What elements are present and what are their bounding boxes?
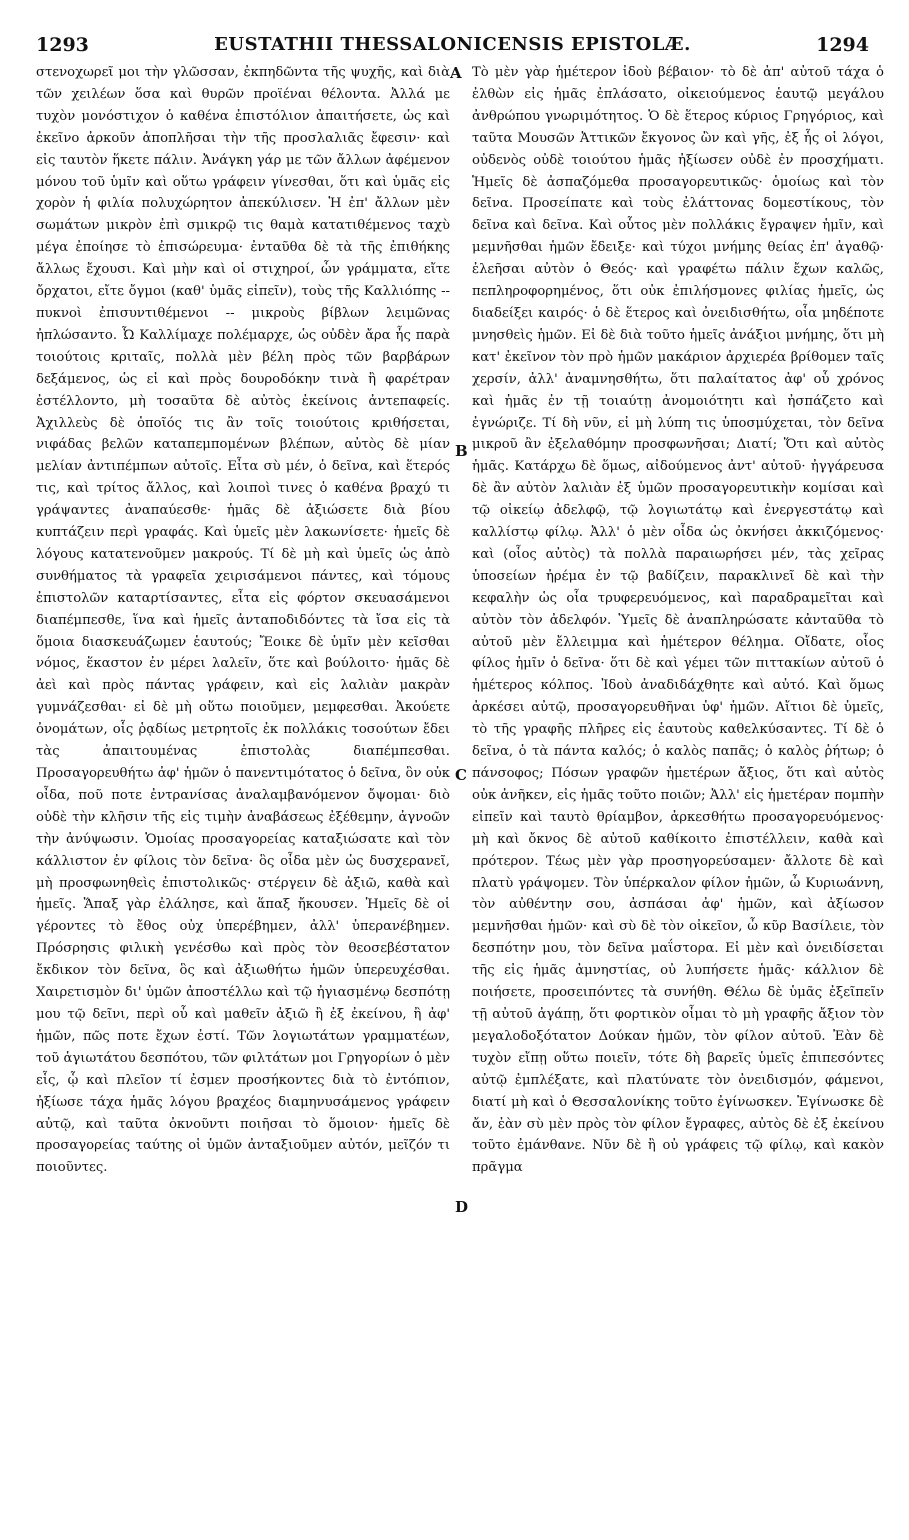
left-column [36,62,450,1522]
page-header [36,34,869,60]
page-number-right: 1294 [816,34,869,56]
right-column [472,62,884,1522]
right-column-text: Τὸ μὲν γὰρ ἡμέτερον ἰδοὺ βέβαιον· τὸ δὲ ἀπ' αὐτοῦ τάχα ὁ ἐλθὼν εἰς ἡμᾶς ἐπλάσατο, οἰκειούμενος ἑαυτῷ μεγάλου ἀνθρώπου γνωριμότητος. Ὁ δὲ ἕτερος κύριος Γρηγόριος, καὶ ταῦτα Μουσῶν Ἀττικῶν ἔκγονος ὢν καὶ γῆς, ἐξ ἧς οἱ λόγοι, οὐδενὸς οὐδὲ τοιούτου ἡμᾶς ἠξίωσεν οὐδὲ ἐν προσχήματι. Ἡμεῖς δὲ ἀσπαζόμεθα προσαγορευτικῶς· ὁμοίως καὶ τὸν δεῖνα. Προσείπατε καὶ τοὺς ἐλάττονας δομεστίκους, τὸν δεῖνα καὶ δεῖνα. Καὶ οὗτος μὲν πολλάκις ἔγραψεν ἡμῖν, καὶ μεμνῆσθαι ἡμῶν ἔδειξε· καὶ τύχοι μνήμης θείας ἐπ' ἀγαθῷ· ἐλεῆσαι αὐτὸν ὁ Θεός· καὶ γραφέτω πάλιν ἔχων καλῶς, πεπληροφορημένος, ὅτι οὐκ ἐπιλήσμονες φιλίας ἡμεῖς, ὡς διαδείξει καιρός· ὁ δὲ ἕτερος καὶ ὀνειδισθήτω, οἷα μηδέποτε μνησθεὶς ἡμῶν. Εἰ δὲ διὰ τοῦτο ἡμεῖς ἀνάξιοι μνήμης, ὅτι μὴ κατ' ἐκεῖνον τὸν πρὸ ἡμῶν μακάριον ἀρχιερέα βρίθομεν ταῖς χερσίν, ἀλλ' ἀναμνησθήτω, ὅτι παλαίτατος ἀφ' οὗ χρόνος καὶ ἡμᾶς ἐν τῇ τοιαύτῃ ἀνομοιότητι καὶ ἠσπάζετο καὶ ἐγνώριζε. Τί δὴ νῦν, εἰ μὴ λύπη τις ὑποσμύχεται, τὸν δεῖνα μικροῦ ἂν ἐξελαθόμην προσφωνῆσαι; Διατί; Ὅτι καὶ αὐτὸς ἡμᾶς. Κατάρχω δὲ ὅμως, αἰδούμενος ἀντ' αὐτοῦ· ἠγγάρευσα δὲ ἂν αὐτὸν λαλιὰν ἐξ ὑμῶν προσαγορευτικὴν κομίσαι καὶ τῷ οἰκείῳ ἀδελφῷ, τῷ λογιωτάτῳ καὶ ἐνεργεστάτῳ καὶ καλλίστῳ φίλῳ. Ἀλλ' ὁ μὲν οἶδα ὡς ὀκνήσει ἀκκιζόμενος· καὶ (οἷος αὐτὸς) τὰ πολλὰ παραιωρήσει μέν, τὰς χεῖρας ὑποσείων ἠρέμα ἐν τῷ βαδίζειν, παρακλινεῖ δὲ καὶ τὴν κεφαλὴν ὡς οἷα τρυφερευόμενος, καὶ παραδραμεῖται καὶ αὐτὸν τὸν ἀδελφόν. Ὑμεῖς δὲ ἀναπληρώσατε κἀνταῦθα τὸ αὐτοῦ μὲν ἔλλειμμα καὶ ἡμέτερον θέλημα. Οἴδατε, οἷος φίλος ἡμῖν ὁ δεῖνα· ὅτι δὲ καὶ γέμει τῶν πιττακίων αὐτοῦ ὁ ἡμέτερος κόλπος. Ἰδοὺ ἀναδιδάχθητε καὶ αὐτό. Καὶ ὅμως ἀρκέσει αὐτῷ, προσαγορευθῆναι ὑφ' ἡμῶν. Αἴτιοι δὲ ὑμεῖς, τὸ τῆς γραφῆς πλῆρες εἰς ἑαυτοὺς καθελκύσαντες. Τί δὲ ὁ δεῖνα, ὁ τὰ πάντα καλός; ὁ καλὸς παπᾶς; ὁ καλὸς ῥήτωρ; ὁ πάνσοφος; Πόσων γραφῶν ἡμετέρων ἄξιος, ὅτι καὶ αὐτὸς οὐκ ἀνῆκεν, εἰς ἡμᾶς τοῦτο ποιῶν; Ἀλλ' εἰς ἡμετέραν πομπὴν εἰπεῖν καὶ ταυτὸ θρίαμβον, ἀρκεσθήτω προσαγορευόμενος· μὴ καὶ ὄκνος δὲ αὐτοῦ καθίκοιτο ἐπιστέλλειν, καθὰ καὶ πρότερον. Τέως μὲν γὰρ προσηγορεύσαμεν· ἄλλοτε δὲ καὶ πλατὺ γράψομεν. Τὸν ὑπέρκαλον φίλον ἡμῶν, ὦ Κυριωάννη, τὸν αὐθέντην σου, ἀσπάσαι ἀφ' ἡμῶν, καὶ ἀξίωσον μεμνῆσθαι ἡμῶν· καὶ σὺ δὲ τὸν οἰκεῖον, ὦ κῦρ Βασίλειε, τὸν δεσπότην μου, τὸν δεῖνα μαΐστορα. Εἰ μὲν καὶ ὀνειδίσεται τῆς εἰς ἡμᾶς ἀμνηστίας, οὐ λυπήσετε ἡμᾶς· κάλλιον δὲ ποιήσετε, προσειπόντες τὰ συνήθη. Θέλω δὲ ὑμᾶς ἐξεῖπεῖν τῇ αὐτοῦ ἀγάπῃ, ὅτι φορτικὸν οἶμαι τὸ μὴ γραφῆς ἄξιον τὸν μεγαλοδοξότατον Δούκαν ἡμῶν, τὸν φίλον αὐτοῦ. Ἐὰν δὲ τυχὸν εἴπῃ οὕτω ποιεῖν, τότε δὴ βαρεῖς ὑμεῖς ἐπιπεσόντες αὐτῷ ἐμπλέξατε, καὶ πλατύνατε τὸν ὀνειδισμόν, φάμενοι, διατί μὴ καὶ ὁ Θεσσαλονίκης τοῦτο ἐγίνωσκεν. Ἐγίνωσκε δὲ ἄν, ἐὰν σὺ μὲν πρὸς τὸν φίλον ἔγραφες, αὐτὸς δὲ ἐξ ἐκείνου τοῦτο ἐμάνθανε. Νῦν δὲ ἢ οὐ γράφεις τῷ φίλῳ, καὶ κακὸν πρᾶγμα [472,65,884,1176]
page-number-left: 1293 [36,34,89,56]
section-marker-b: B [455,442,468,460]
section-marker-c: C [455,766,467,784]
section-marker-a: A [450,64,462,82]
left-column-text: στενοχωρεῖ μοι τὴν γλῶσσαν, ἐκπηδῶντα τῆς ψυχῆς, καὶ διὰ τῶν χειλέων ὅσα καὶ θυρῶν προϊέναι θέλοντα. Ἀλλά με τυχὸν μονόστιχον ὁ καθένα ἐπιστόλιον ἀπαιτήσετε, ὡς καὶ ἐκεῖνο ἀρκοῦν ἀποπλῆσαι τὴν τῆς προσλαλιᾶς ἔφεσιν· καὶ εἰς ταυτὸν ἥκετε πάλιν. Ἀνάγκη γάρ με τῶν ἄλλων ἀφέμενον μόνου τοῦ ὑμῖν καὶ οὕτω γράφειν γίνεσθαι, ὅτι καὶ ὑμᾶς εἰς χορὸν ἡ φιλία πολυχώρητον ἀπεκύλισεν. Ἡ ἐπ' ἄλλων μὲν σωμάτων μικρὸν ἐπὶ σμικρῷ τις θαμὰ κατατιθέμενος ταχὺ μέγα ἐποίησε τὸ ἐπισώρευμα· ἐνταῦθα δὲ τὰ τῆς ἐπιθήκης ἄλλως ἔχουσι. Καὶ μὴν καὶ οἱ στιχηροί, ὧν γράμματα, εἴτε ὄρχατοι, εἴτε ὄγμοι (καθ' ὑμᾶς εἰπεῖν), τοὺς τῆς Καλλιόπης -- πυκνοὶ ἐπισυντιθέμενοι -- μικροὺς βίβλων λειμῶνας ἠπλώσαντο. Ὦ Καλλίμαχε πολέμαρχε, ὡς οὐδὲν ἄρα ἧς παρὰ τοιούτοις κριταῖς, πολλὰ μὲν βέλη πρὸς τῶν βαρβάρων δεξάμενος, ὡς εἰ καὶ πρὸς δουροδόκην τινὰ ἢ φαρέτραν ἐστέλλοντο, μὴ τοσαῦτα δὲ αὐτὸς ἐκείνοις ἀντεπαφείς. Ἀχιλλεὺς δὲ ὁποῖός τις ἂν τοῖς τοιούτοις κριθήσεται, νιφάδας βελῶν καταπεμπομένων βλέπων, αὐτὸς δὲ μίαν μελίαν ἀντιπέμπων αὐτοῖς. Εἶτα σὺ μέν, ὁ δεῖνα, καὶ ἕτερός τις, καὶ τρίτος ἄλλος, καὶ λοιποὶ τινες ὁ καθένα βραχύ τι γράψαντες ἀναπαύεσθε· ἡμᾶς δὲ ἀξιώσετε διὰ βίου κυπτάζειν περὶ γραφάς. Καὶ ὑμεῖς μὲν λακωνίσετε· ἡμεῖς δὲ λόγους κατατενοῦμεν μακρούς. Τί δὲ μὴ καὶ ὑμεῖς ὡς ἀπὸ συνθήματος τὰ γραφεῖα χειρισάμενοι πάντες, καὶ τόμους ἐπιστολῶν καταρτίσαντες, εἶτα εἰς φόρτον σκευασάμενοι διαπέμπεσθε, ἵνα καὶ ἡμεῖς ἀνταποδιδόντες τὰ ἴσα εἰς τὰ ὅμοια διασκευάζωμεν ἑαυτούς; Ἔοικε δὲ ὑμῖν μὲν κεῖσθαι νόμος, ἕκαστον ἐν μέρει λαλεῖν, ὅτε καὶ βούλοιτο· ἡμᾶς δὲ ἀεὶ καὶ πρὸς πάντας γράφειν, καὶ εἰς λαλιὰν μακρὰν γυμνάζεσθαι· εἰ δὲ μὴ οὕτω ποιοῦμεν, μεμφεσθαι. Ἀκούετε ὀνομάτων, οἷς ῥᾳδίως μετρητοῖς ἐκ πολλάκις τοσούτων ἔδει τὰς ἀπαιτουμένας ἐπιστολὰς διαπέμπεσθαι. Προσαγορευθήτω ἀφ' ἡμῶν ὁ πανεντιμότατος ὁ δεῖνα, ὃν οὐκ οἶδα, ποῦ ποτε ἐντρανίσας ἀναλαμβανόμενον ὄψομαι· διὸ οὐδὲ τὴν κλῆσιν τῆς εἰς τιμὴν ἀναβάσεως ἐξέθεμην, ἀγνοῶν τὴν ἀνύψωσιν. Ὁμοίας προσαγορείας καταξιώσατε καὶ τὸν κάλλιστον ἐν φίλοις τὸν δεῖνα· ὃς οἶδα μὲν ὡς δυσχερανεῖ, μὴ προσφωνηθεὶς ἐπιστολικῶς· στέργειν δὲ ἀξιῶ, καθὰ καὶ ἡμεῖς. Ἅπαξ γὰρ ἐλάλησε, καὶ ἅπαξ ἤκουσεν. Ἡμεῖς δὲ οἱ γέροντες τὸ ἔθος οὐχ ὑπερέβημεν, ἀλλ' ὑπερανέβημεν. Πρόσρησις φιλικὴ γενέσθω καὶ πρὸς τὸν θεοσεβέστατον ἔκδικον τὸν δεῖνα, ὃς καὶ ἀξιωθήτω ἡμῶν ὑπερευχέσθαι. Χαιρετισμὸν δι' ὑμῶν ἀποστέλλω καὶ τῷ ἠγιασμένῳ δεσπότῃ μου τῷ δεῖνι, περὶ οὗ καὶ μαθεῖν ἀξιῶ ἢ ἐξ ἐκείνου, ἢ ἀφ' ἡμῶν, πῶς ποτε ἔχων ἐστί. Τῶν λογιωτάτων γραμματέων, τοῦ ἁγιωτάτου δεσπότου, τῶν φιλτάτων μοι Γρηγορίων ὁ μὲν εἷς, ᾧ καὶ πλεῖον τί ἐσμεν προσήκοντες διὰ τὸ ἐντόπιον, ἠξίωσε τάχα ἡμᾶς λόγου βραχέος διαμηνυσάμενος γράφειν αὐτῷ, καὶ ταῦτα ὀκνοῦντι ποιῆσαι τὸ ὅμοιον· ἡμεῖς δὲ προσαγορείας ταύτης οἱ ὑμῶν ἀνταξιοῦμεν αὐτόν, μεῖζόν τι ποιοῦντες. [36,65,450,1176]
running-title: EUSTATHII THESSALONICENSIS EPISTOLÆ. [214,34,691,55]
section-marker-d: D [455,1198,469,1216]
